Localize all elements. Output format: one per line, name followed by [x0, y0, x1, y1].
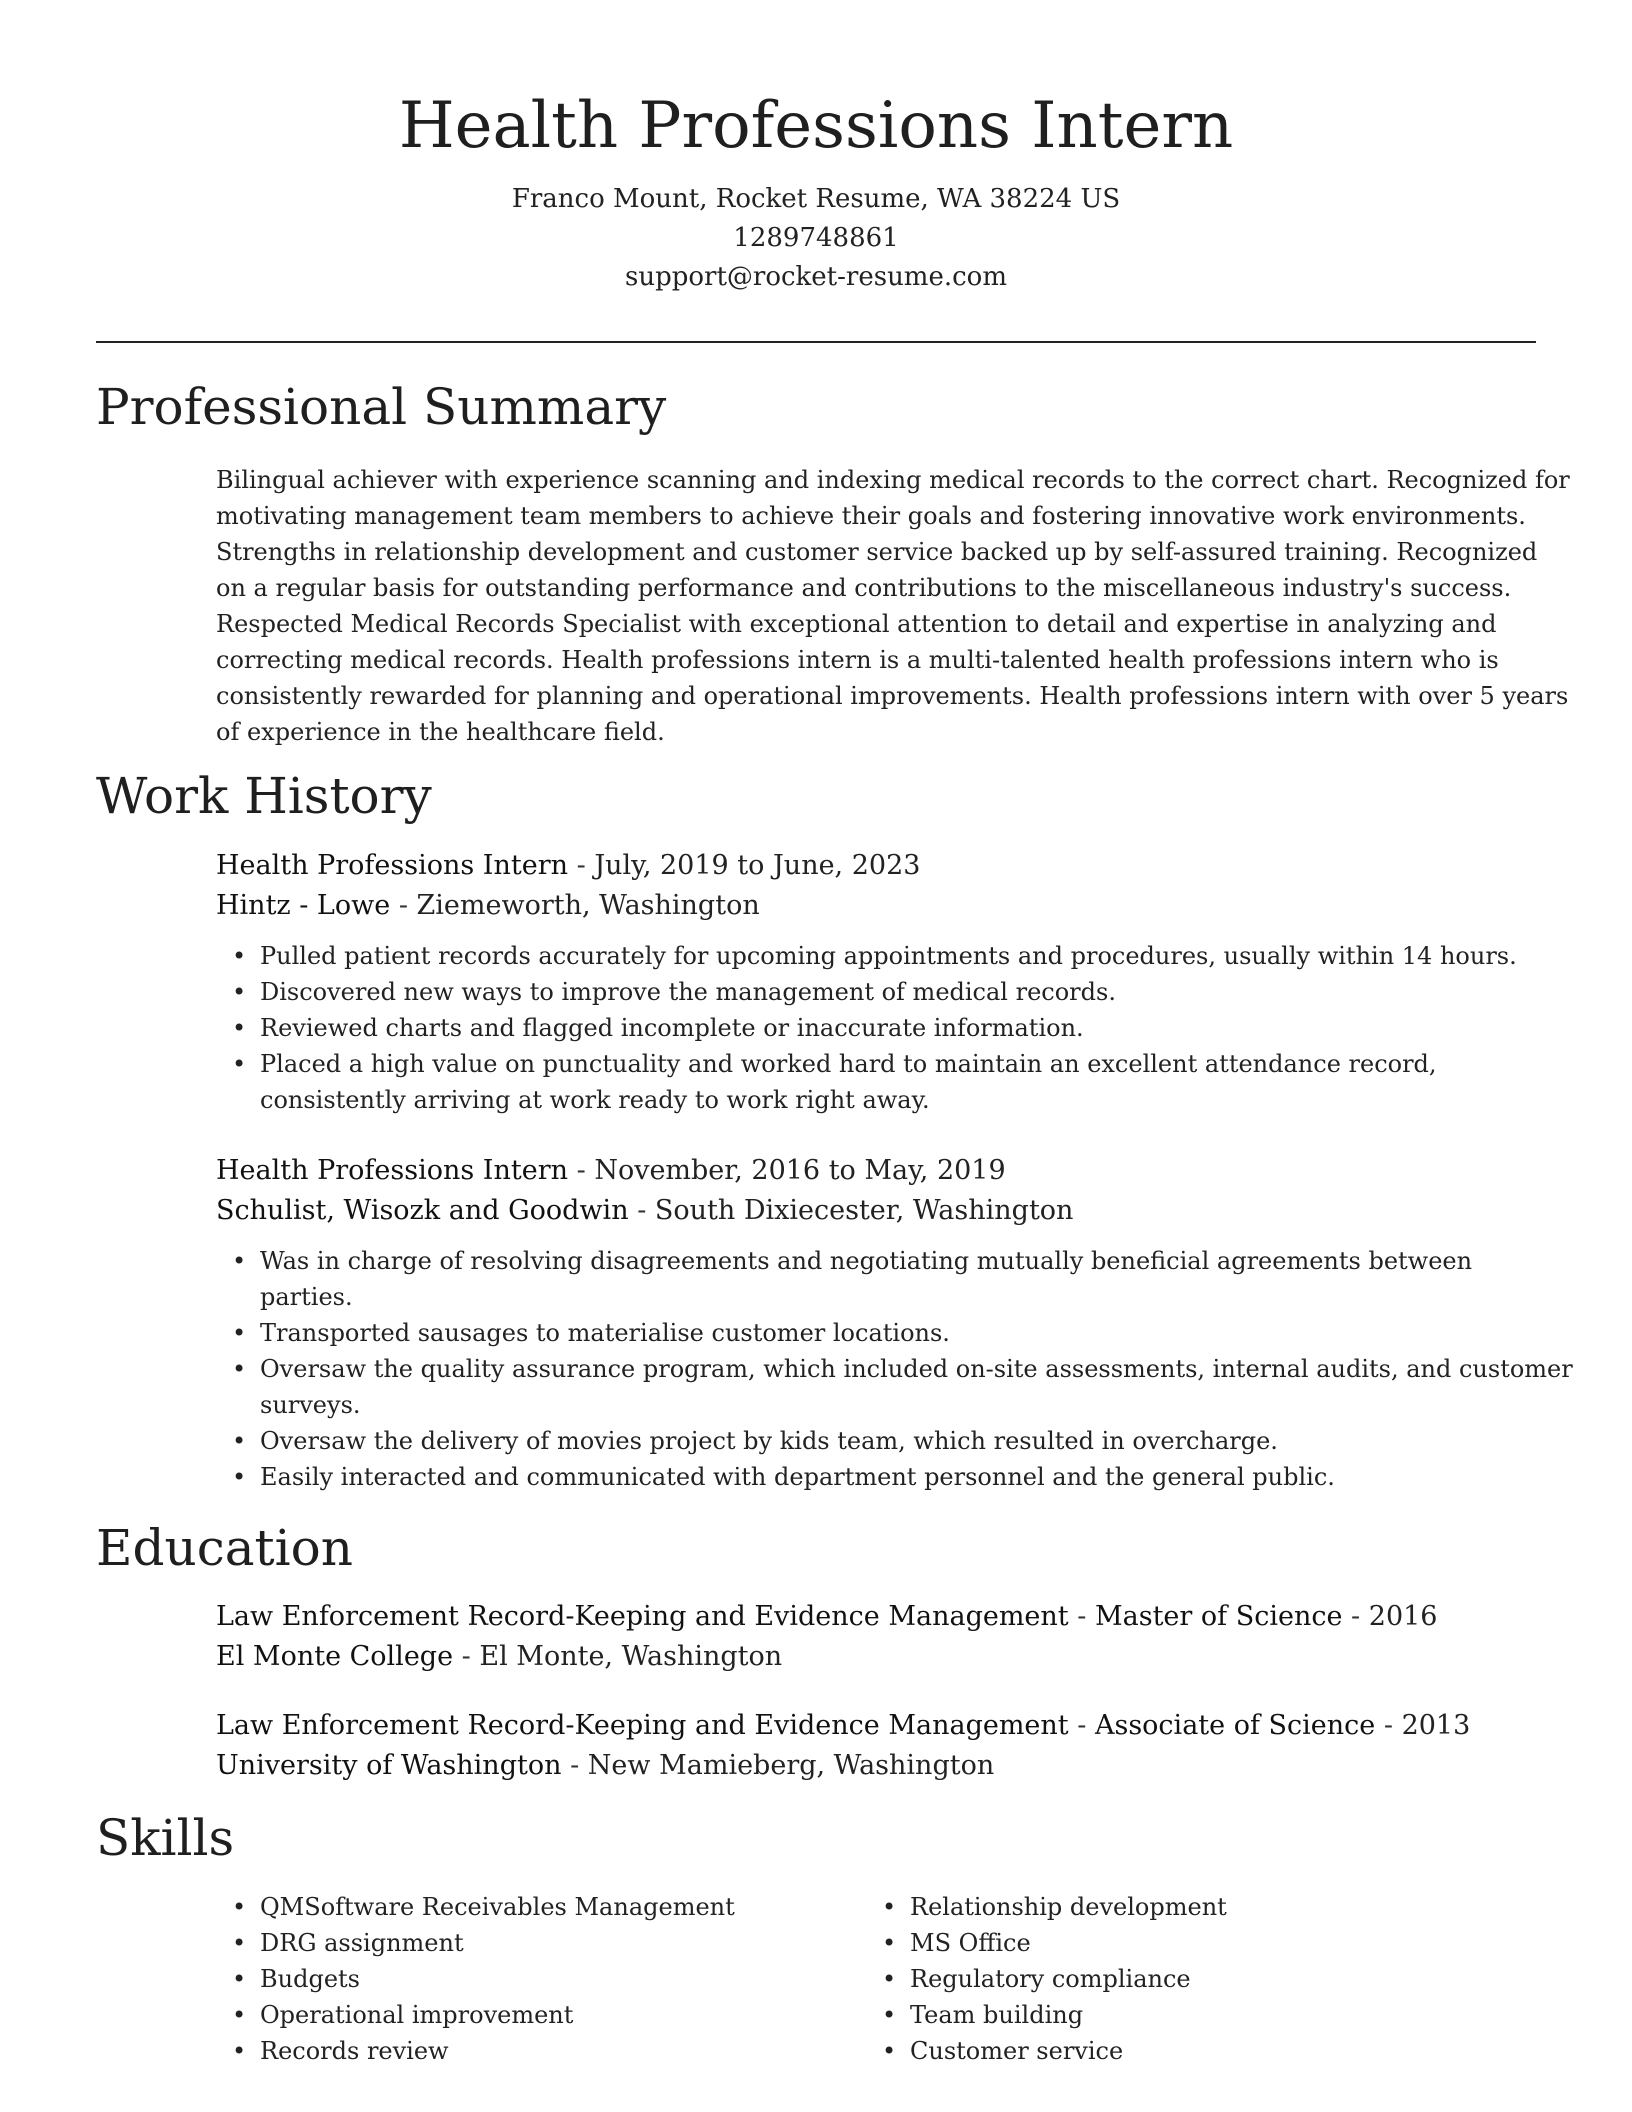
- job-entry: [216, 1151, 1573, 1495]
- job-company-line: [216, 1191, 1536, 1231]
- list-item-text: • Placed a high value on punctuality and worked hard to maintain an excellent attendance record,: [260, 1050, 1437, 1078]
- skills-heading: Skills: [96, 1809, 235, 1867]
- list-item-text: • Oversaw the quality assurance program, which included on-site assessments, internal audits, and customer: [260, 1355, 1573, 1383]
- skill-item: [216, 1889, 866, 1925]
- education-year: 2016: [1368, 1601, 1438, 1632]
- education-entry: [216, 1706, 1536, 1786]
- list-item: [216, 1010, 1536, 1046]
- summary-line: motivating management team members to achieve their goals and fostering innovative work environments.: [216, 502, 1526, 530]
- job-title-line: [216, 846, 1536, 886]
- job-company-line: [216, 886, 1536, 926]
- resume-header: [96, 80, 1536, 297]
- skill-text: • DRG assignment: [260, 1929, 464, 1957]
- job-dates: July, 2019 to June, 2023: [594, 850, 921, 881]
- skills-column-right: [866, 1889, 1516, 2069]
- skill-text: • Budgets: [260, 1965, 360, 1993]
- skill-item: [866, 1889, 1516, 1925]
- contact-address: Franco Mount, Rocket Resume, WA 38224 US: [511, 184, 1121, 214]
- separator: -: [576, 1155, 586, 1186]
- job-duties-list: [216, 1243, 1573, 1495]
- skills-column-left: [216, 1889, 866, 2069]
- skill-item: [216, 2033, 866, 2069]
- education-school: El Monte College: [216, 1641, 454, 1672]
- job-dates: November, 2016 to May, 2019: [594, 1155, 1006, 1186]
- education-field: Law Enforcement Record-Keeping and Evidence Management: [216, 1710, 1069, 1741]
- skill-text: • Team building: [910, 2001, 1084, 2029]
- separator: -: [1077, 1710, 1087, 1741]
- summary-line: consistently rewarded for planning and operational improvements. Health professions intern with over 5 years: [216, 682, 1569, 710]
- skill-text: • Regulatory compliance: [910, 1965, 1191, 1993]
- education-year: 2013: [1401, 1710, 1471, 1741]
- education-school-line: [216, 1637, 1536, 1677]
- list-item-text: • Discovered new ways to improve the management of medical records.: [260, 978, 1116, 1006]
- job-title-line: [216, 1151, 1536, 1191]
- candidate-name: Health Professions Intern: [398, 89, 1234, 163]
- education-degree-line: [216, 1597, 1536, 1637]
- summary-line: Bilingual achiever with experience scanning and indexing medical records to the correct chart. Recognized for: [216, 466, 1570, 494]
- summary-line: Strengths in relationship development and customer service backed up by self-assured training. Recognized: [216, 538, 1538, 566]
- education-school: University of Washington: [216, 1750, 562, 1781]
- separator: -: [637, 1195, 647, 1226]
- education-heading: Education: [96, 1519, 353, 1577]
- separator: -: [576, 850, 586, 881]
- skill-text: • QMSoftware Receivables Management: [260, 1893, 735, 1921]
- job-duties-list: [216, 938, 1536, 1118]
- skills-list: [216, 1889, 1536, 2069]
- contact-phone: 1289748861: [733, 223, 899, 253]
- separator: -: [570, 1750, 580, 1781]
- skill-item: [216, 1961, 866, 1997]
- separator: -: [398, 890, 408, 921]
- list-item-text: • Transported sausages to materialise customer locations.: [260, 1319, 950, 1347]
- education-degree: Associate of Science: [1094, 1710, 1376, 1741]
- list-item: [216, 1315, 1536, 1351]
- list-item-text: • Reviewed charts and flagged incomplete or inaccurate information.: [260, 1014, 1084, 1042]
- list-item: [216, 1351, 1573, 1423]
- summary-heading: Professional Summary: [96, 378, 667, 436]
- skill-text: • Relationship development: [910, 1893, 1227, 1921]
- separator: -: [1383, 1710, 1393, 1741]
- header-divider: [96, 341, 1536, 343]
- list-item: [216, 1459, 1536, 1495]
- education-entry: [216, 1597, 1536, 1677]
- education-location: El Monte, Washington: [479, 1641, 783, 1672]
- work-history-heading: Work History: [96, 767, 432, 825]
- summary-line: on a regular basis for outstanding performance and contributions to the miscellaneous industry's success.: [216, 574, 1512, 602]
- skill-text: • MS Office: [910, 1929, 1031, 1957]
- job-location: Ziemeworth, Washington: [416, 890, 760, 921]
- separator: -: [1077, 1601, 1087, 1632]
- list-item: [216, 1423, 1536, 1459]
- list-item-text: • Oversaw the delivery of movies project by kids team, which resulted in overcharge.: [260, 1427, 1278, 1455]
- skill-item: [216, 1925, 866, 1961]
- job-entry: [216, 846, 1536, 1118]
- job-title: Health Professions Intern: [216, 850, 568, 881]
- summary-line: correcting medical records. Health professions intern is a multi-talented health professions intern who is: [216, 646, 1499, 674]
- list-item-text: • Easily interacted and communicated with department personnel and the general public.: [260, 1463, 1335, 1491]
- education-degree: Master of Science: [1094, 1601, 1343, 1632]
- job-location: South Dixiecester, Washington: [654, 1195, 1074, 1226]
- skill-item: [216, 1997, 866, 2033]
- list-item-text: surveys.: [260, 1391, 361, 1419]
- job-title: Health Professions Intern: [216, 1155, 568, 1186]
- skill-item: [866, 1961, 1516, 1997]
- job-company: Hintz - Lowe: [216, 890, 391, 921]
- summary-line: Respected Medical Records Specialist with exceptional attention to detail and expertise in analyzing and: [216, 610, 1497, 638]
- skill-item: [866, 1997, 1516, 2033]
- separator: -: [461, 1641, 471, 1672]
- skill-text: • Customer service: [910, 2037, 1124, 2065]
- separator: -: [1351, 1601, 1361, 1632]
- list-item: [216, 1046, 1536, 1118]
- skill-text: • Records review: [260, 2037, 449, 2065]
- job-company: Schulist, Wisozk and Goodwin: [216, 1195, 629, 1226]
- education-location: New Mamieberg, Washington: [587, 1750, 995, 1781]
- skill-text: • Operational improvement: [260, 2001, 574, 2029]
- education-degree-line: [216, 1706, 1536, 1746]
- summary-line: of experience in the healthcare field.: [216, 718, 665, 746]
- list-item: [216, 1243, 1536, 1315]
- list-item-text: parties.: [260, 1283, 353, 1311]
- education-field: Law Enforcement Record-Keeping and Evidence Management: [216, 1601, 1069, 1632]
- list-item-text: • Was in charge of resolving disagreements and negotiating mutually beneficial agreements between: [260, 1247, 1473, 1275]
- list-item-text: • Pulled patient records accurately for upcoming appointments and procedures, usually within 14 hours.: [260, 942, 1517, 970]
- contact-email: support@rocket-resume.com: [624, 262, 1007, 292]
- list-item: [216, 974, 1536, 1010]
- skill-item: [866, 1925, 1516, 1961]
- summary-text: [216, 462, 1570, 750]
- education-school-line: [216, 1746, 1536, 1786]
- list-item: [216, 938, 1536, 974]
- list-item-text: consistently arriving at work ready to work right away.: [260, 1086, 930, 1114]
- skill-item: [866, 2033, 1516, 2069]
